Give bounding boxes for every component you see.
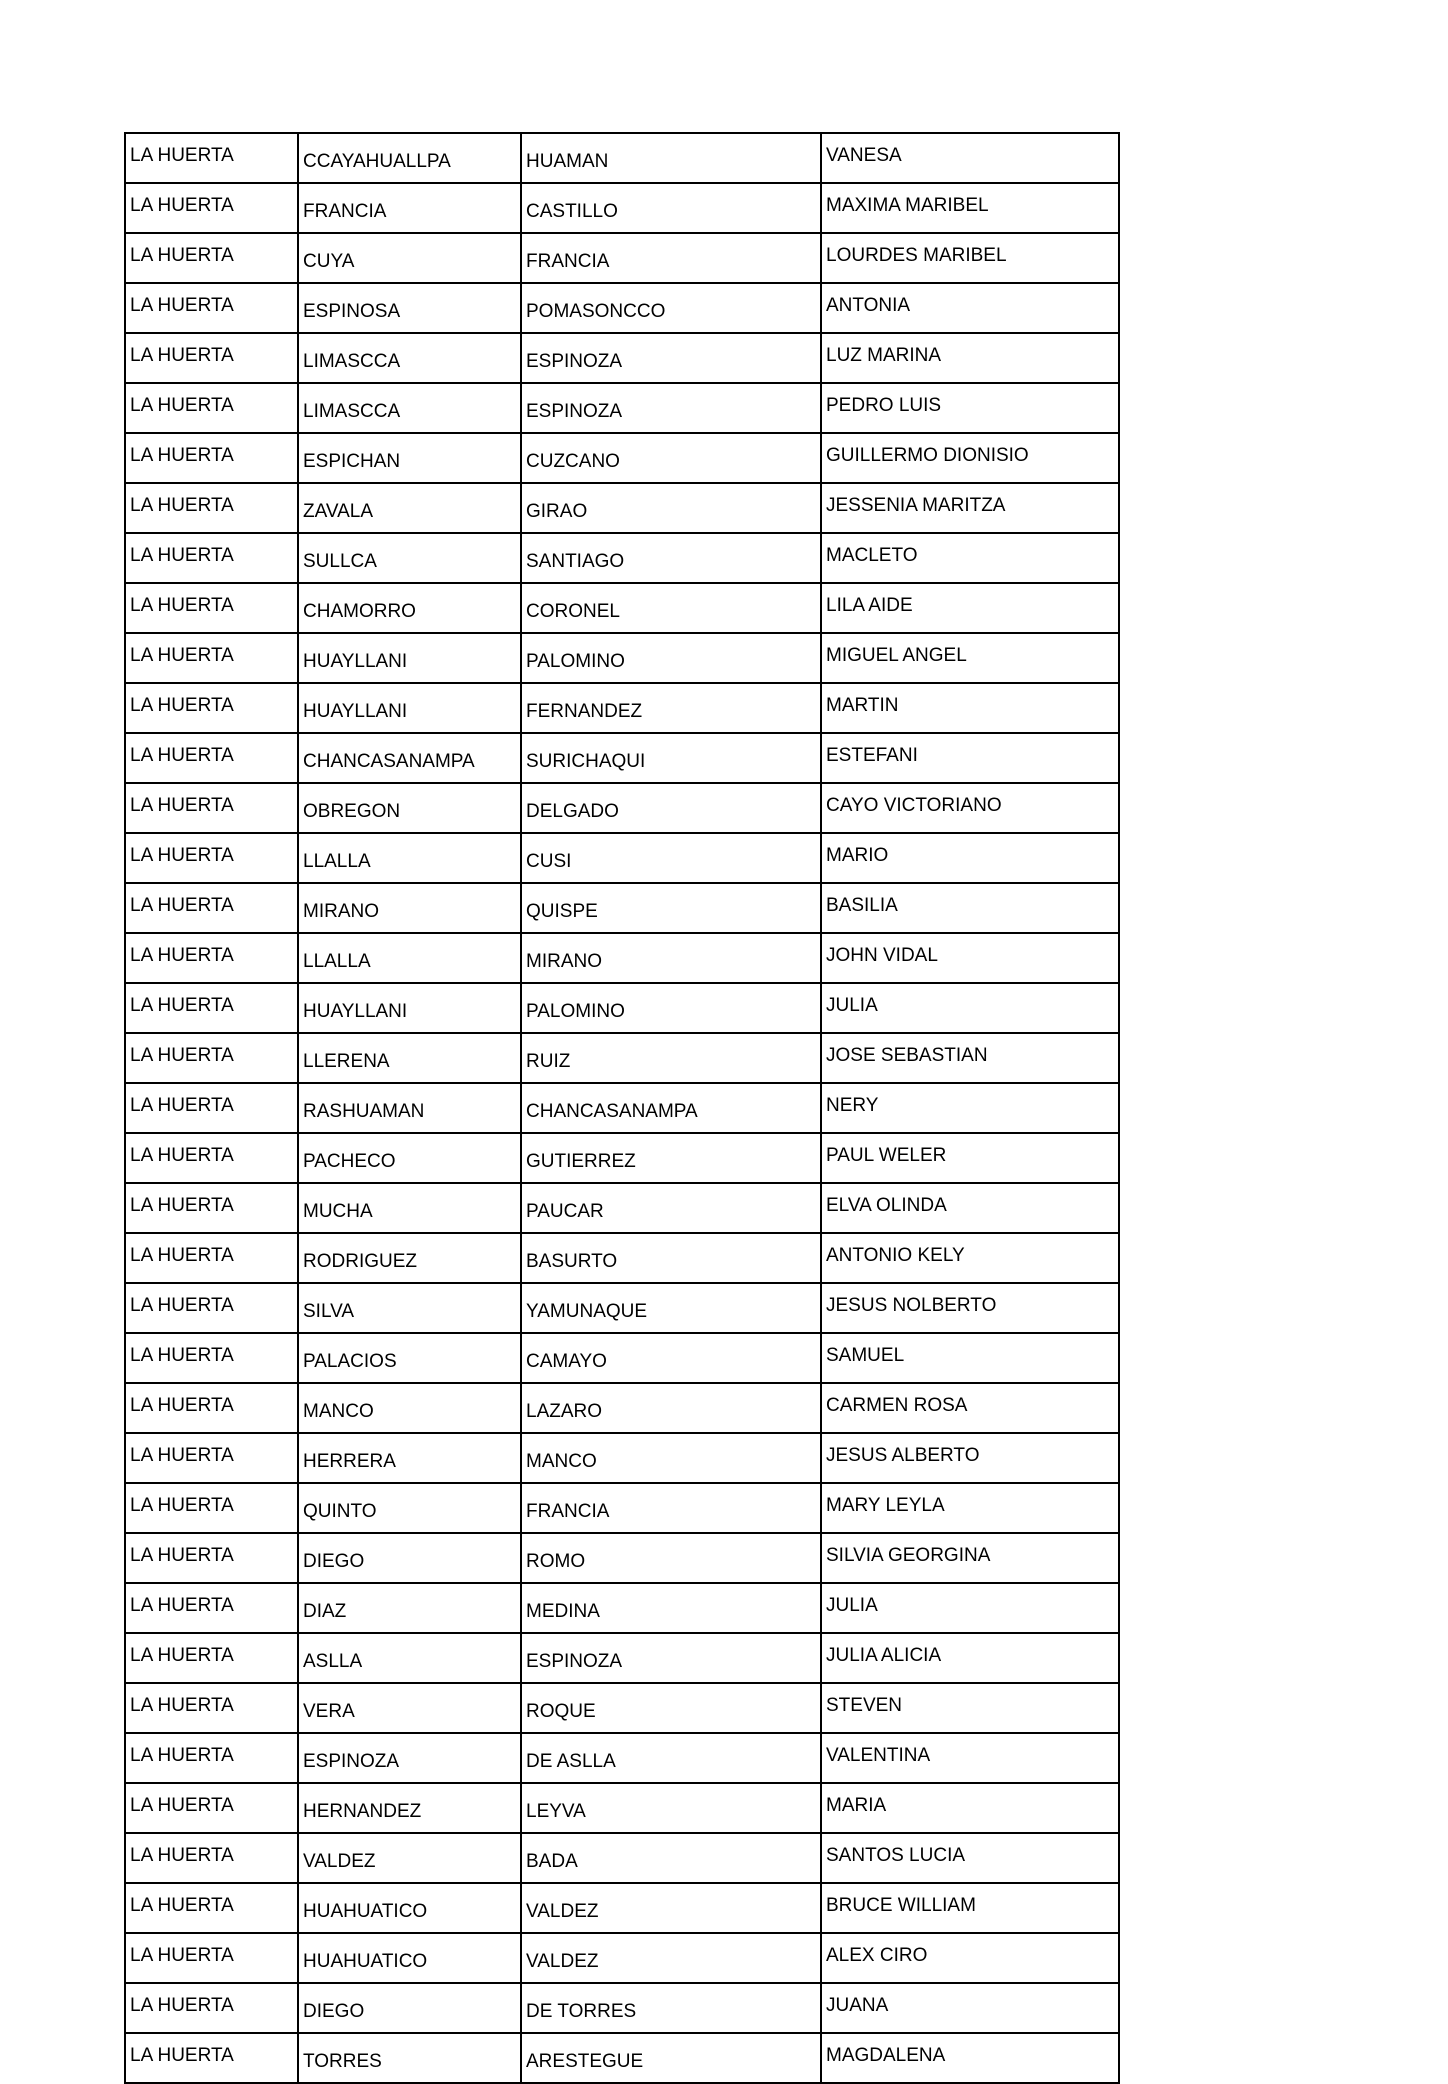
first-surname-cell: HERRERA <box>298 1433 521 1483</box>
first-surname-cell: MUCHA <box>298 1183 521 1233</box>
zone-cell: LA HUERTA <box>125 433 298 483</box>
table-row <box>125 383 1119 433</box>
given-names-cell: PEDRO LUIS <box>821 383 1119 433</box>
first-surname-cell: HUAYLLANI <box>298 633 521 683</box>
given-names-cell: SANTOS LUCIA <box>821 1833 1119 1883</box>
table-row <box>125 1833 1119 1883</box>
zone-cell: LA HUERTA <box>125 1783 298 1833</box>
second-surname-cell: ROQUE <box>521 1683 821 1733</box>
second-surname-cell: LAZARO <box>521 1383 821 1433</box>
first-surname-cell: FRANCIA <box>298 183 521 233</box>
zone-cell: LA HUERTA <box>125 1183 298 1233</box>
first-surname-cell: ASLLA <box>298 1633 521 1683</box>
table-row <box>125 683 1119 733</box>
second-surname-cell: PALOMINO <box>521 633 821 683</box>
second-surname-cell: QUISPE <box>521 883 821 933</box>
given-names-cell: CAYO VICTORIANO <box>821 783 1119 833</box>
second-surname-cell: PALOMINO <box>521 983 821 1033</box>
table-row <box>125 1083 1119 1133</box>
second-surname-cell: PAUCAR <box>521 1183 821 1233</box>
zone-cell: LA HUERTA <box>125 1683 298 1733</box>
table-row <box>125 533 1119 583</box>
first-surname-cell: LIMASCCA <box>298 383 521 433</box>
second-surname-cell: CHANCASANAMPA <box>521 1083 821 1133</box>
table-row <box>125 183 1119 233</box>
zone-cell: LA HUERTA <box>125 1133 298 1183</box>
table-row <box>125 1433 1119 1483</box>
first-surname-cell: HUAYLLANI <box>298 683 521 733</box>
given-names-cell: JUANA <box>821 1983 1119 2033</box>
table-row <box>125 1633 1119 1683</box>
second-surname-cell: MANCO <box>521 1433 821 1483</box>
first-surname-cell: HUAHUATICO <box>298 1883 521 1933</box>
first-surname-cell: CUYA <box>298 233 521 283</box>
first-surname-cell: HUAHUATICO <box>298 1933 521 1983</box>
zone-cell: LA HUERTA <box>125 2033 298 2083</box>
table-row <box>125 1533 1119 1583</box>
zone-cell: LA HUERTA <box>125 383 298 433</box>
second-surname-cell: CUSI <box>521 833 821 883</box>
zone-cell: LA HUERTA <box>125 1033 298 1083</box>
second-surname-cell: BASURTO <box>521 1233 821 1283</box>
first-surname-cell: VALDEZ <box>298 1833 521 1883</box>
zone-cell: LA HUERTA <box>125 1483 298 1533</box>
table-row <box>125 1683 1119 1733</box>
first-surname-cell: RODRIGUEZ <box>298 1233 521 1283</box>
first-surname-cell: DIEGO <box>298 1983 521 2033</box>
first-surname-cell: PACHECO <box>298 1133 521 1183</box>
given-names-cell: MARTIN <box>821 683 1119 733</box>
table-row <box>125 1883 1119 1933</box>
zone-cell: LA HUERTA <box>125 633 298 683</box>
second-surname-cell: ESPINOZA <box>521 1633 821 1683</box>
table-row <box>125 1233 1119 1283</box>
first-surname-cell: LLALLA <box>298 933 521 983</box>
first-surname-cell: LIMASCCA <box>298 333 521 383</box>
table-row <box>125 633 1119 683</box>
second-surname-cell: DE ASLLA <box>521 1733 821 1783</box>
first-surname-cell: LLALLA <box>298 833 521 883</box>
table-row <box>125 1033 1119 1083</box>
first-surname-cell: CCAYAHUALLPA <box>298 133 521 183</box>
first-surname-cell: SULLCA <box>298 533 521 583</box>
second-surname-cell: FERNANDEZ <box>521 683 821 733</box>
zone-cell: LA HUERTA <box>125 533 298 583</box>
table-row <box>125 1933 1119 1983</box>
table-row <box>125 433 1119 483</box>
given-names-cell: BRUCE WILLIAM <box>821 1883 1119 1933</box>
zone-cell: LA HUERTA <box>125 133 298 183</box>
first-surname-cell: RASHUAMAN <box>298 1083 521 1133</box>
given-names-cell: VANESA <box>821 133 1119 183</box>
zone-cell: LA HUERTA <box>125 1083 298 1133</box>
given-names-cell: JOHN VIDAL <box>821 933 1119 983</box>
second-surname-cell: CUZCANO <box>521 433 821 483</box>
zone-cell: LA HUERTA <box>125 783 298 833</box>
second-surname-cell: HUAMAN <box>521 133 821 183</box>
given-names-cell: SILVIA GEORGINA <box>821 1533 1119 1583</box>
given-names-cell: STEVEN <box>821 1683 1119 1733</box>
second-surname-cell: ARESTEGUE <box>521 2033 821 2083</box>
given-names-cell: ANTONIA <box>821 283 1119 333</box>
second-surname-cell: FRANCIA <box>521 1483 821 1533</box>
given-names-cell: JESSENIA MARITZA <box>821 483 1119 533</box>
second-surname-cell: BADA <box>521 1833 821 1883</box>
roster-table <box>124 132 1120 2084</box>
second-surname-cell: GUTIERREZ <box>521 1133 821 1183</box>
table-row <box>125 883 1119 933</box>
given-names-cell: GUILLERMO DIONISIO <box>821 433 1119 483</box>
zone-cell: LA HUERTA <box>125 1733 298 1783</box>
table-row <box>125 1283 1119 1333</box>
zone-cell: LA HUERTA <box>125 283 298 333</box>
given-names-cell: CARMEN ROSA <box>821 1383 1119 1433</box>
given-names-cell: MAXIMA MARIBEL <box>821 183 1119 233</box>
first-surname-cell: TORRES <box>298 2033 521 2083</box>
zone-cell: LA HUERTA <box>125 833 298 883</box>
given-names-cell: MACLETO <box>821 533 1119 583</box>
given-names-cell: JULIA <box>821 983 1119 1033</box>
first-surname-cell: DIEGO <box>298 1533 521 1583</box>
given-names-cell: JESUS NOLBERTO <box>821 1283 1119 1333</box>
second-surname-cell: GIRAO <box>521 483 821 533</box>
second-surname-cell: ESPINOZA <box>521 383 821 433</box>
zone-cell: LA HUERTA <box>125 483 298 533</box>
second-surname-cell: LEYVA <box>521 1783 821 1833</box>
table-row <box>125 283 1119 333</box>
given-names-cell: MARIA <box>821 1783 1119 1833</box>
zone-cell: LA HUERTA <box>125 233 298 283</box>
given-names-cell: NERY <box>821 1083 1119 1133</box>
table-row <box>125 1733 1119 1783</box>
zone-cell: LA HUERTA <box>125 1933 298 1983</box>
table-row <box>125 1333 1119 1383</box>
given-names-cell: ANTONIO KELY <box>821 1233 1119 1283</box>
zone-cell: LA HUERTA <box>125 1383 298 1433</box>
first-surname-cell: HERNANDEZ <box>298 1783 521 1833</box>
first-surname-cell: ESPINOSA <box>298 283 521 333</box>
second-surname-cell: SANTIAGO <box>521 533 821 583</box>
first-surname-cell: CHANCASANAMPA <box>298 733 521 783</box>
given-names-cell: JULIA ALICIA <box>821 1633 1119 1683</box>
second-surname-cell: DE TORRES <box>521 1983 821 2033</box>
zone-cell: LA HUERTA <box>125 1233 298 1283</box>
zone-cell: LA HUERTA <box>125 1633 298 1683</box>
table-row <box>125 1983 1119 2033</box>
second-surname-cell: RUIZ <box>521 1033 821 1083</box>
zone-cell: LA HUERTA <box>125 683 298 733</box>
table-row <box>125 233 1119 283</box>
zone-cell: LA HUERTA <box>125 883 298 933</box>
zone-cell: LA HUERTA <box>125 983 298 1033</box>
second-surname-cell: MIRANO <box>521 933 821 983</box>
table-row <box>125 1483 1119 1533</box>
given-names-cell: MARY LEYLA <box>821 1483 1119 1533</box>
first-surname-cell: ESPINOZA <box>298 1733 521 1783</box>
given-names-cell: JULIA <box>821 1583 1119 1633</box>
zone-cell: LA HUERTA <box>125 1433 298 1483</box>
given-names-cell: ELVA OLINDA <box>821 1183 1119 1233</box>
given-names-cell: BASILIA <box>821 883 1119 933</box>
given-names-cell: JOSE SEBASTIAN <box>821 1033 1119 1083</box>
second-surname-cell: POMASONCCO <box>521 283 821 333</box>
first-surname-cell: QUINTO <box>298 1483 521 1533</box>
table-row <box>125 133 1119 183</box>
given-names-cell: PAUL WELER <box>821 1133 1119 1183</box>
first-surname-cell: DIAZ <box>298 1583 521 1633</box>
table-row <box>125 1383 1119 1433</box>
second-surname-cell: SURICHAQUI <box>521 733 821 783</box>
given-names-cell: LILA AIDE <box>821 583 1119 633</box>
first-surname-cell: MANCO <box>298 1383 521 1433</box>
first-surname-cell: SILVA <box>298 1283 521 1333</box>
roster-table-body <box>125 133 1119 2083</box>
first-surname-cell: MIRANO <box>298 883 521 933</box>
zone-cell: LA HUERTA <box>125 1283 298 1333</box>
roster-sheet <box>124 132 1118 2084</box>
given-names-cell: ESTEFANI <box>821 733 1119 783</box>
second-surname-cell: ESPINOZA <box>521 333 821 383</box>
zone-cell: LA HUERTA <box>125 583 298 633</box>
zone-cell: LA HUERTA <box>125 1833 298 1883</box>
table-row <box>125 1133 1119 1183</box>
zone-cell: LA HUERTA <box>125 933 298 983</box>
second-surname-cell: VALDEZ <box>521 1883 821 1933</box>
table-row <box>125 933 1119 983</box>
table-row <box>125 1183 1119 1233</box>
zone-cell: LA HUERTA <box>125 333 298 383</box>
second-surname-cell: VALDEZ <box>521 1933 821 1983</box>
table-row <box>125 733 1119 783</box>
zone-cell: LA HUERTA <box>125 1333 298 1383</box>
second-surname-cell: MEDINA <box>521 1583 821 1633</box>
table-row <box>125 833 1119 883</box>
table-row <box>125 783 1119 833</box>
first-surname-cell: CHAMORRO <box>298 583 521 633</box>
zone-cell: LA HUERTA <box>125 733 298 783</box>
first-surname-cell: LLERENA <box>298 1033 521 1083</box>
zone-cell: LA HUERTA <box>125 1883 298 1933</box>
second-surname-cell: ROMO <box>521 1533 821 1583</box>
second-surname-cell: CORONEL <box>521 583 821 633</box>
table-row <box>125 1783 1119 1833</box>
zone-cell: LA HUERTA <box>125 183 298 233</box>
given-names-cell: LOURDES MARIBEL <box>821 233 1119 283</box>
zone-cell: LA HUERTA <box>125 1983 298 2033</box>
first-surname-cell: VERA <box>298 1683 521 1733</box>
given-names-cell: JESUS ALBERTO <box>821 1433 1119 1483</box>
second-surname-cell: DELGADO <box>521 783 821 833</box>
second-surname-cell: CAMAYO <box>521 1333 821 1383</box>
given-names-cell: MAGDALENA <box>821 2033 1119 2083</box>
table-row <box>125 2033 1119 2083</box>
given-names-cell: VALENTINA <box>821 1733 1119 1783</box>
second-surname-cell: CASTILLO <box>521 183 821 233</box>
first-surname-cell: HUAYLLANI <box>298 983 521 1033</box>
first-surname-cell: OBREGON <box>298 783 521 833</box>
second-surname-cell: FRANCIA <box>521 233 821 283</box>
given-names-cell: SAMUEL <box>821 1333 1119 1383</box>
zone-cell: LA HUERTA <box>125 1533 298 1583</box>
first-surname-cell: PALACIOS <box>298 1333 521 1383</box>
given-names-cell: MARIO <box>821 833 1119 883</box>
first-surname-cell: ESPICHAN <box>298 433 521 483</box>
given-names-cell: MIGUEL ANGEL <box>821 633 1119 683</box>
given-names-cell: LUZ MARINA <box>821 333 1119 383</box>
given-names-cell: ALEX CIRO <box>821 1933 1119 1983</box>
table-row <box>125 1583 1119 1633</box>
table-row <box>125 333 1119 383</box>
table-row <box>125 483 1119 533</box>
zone-cell: LA HUERTA <box>125 1583 298 1633</box>
table-row <box>125 583 1119 633</box>
table-row <box>125 983 1119 1033</box>
first-surname-cell: ZAVALA <box>298 483 521 533</box>
second-surname-cell: YAMUNAQUE <box>521 1283 821 1333</box>
